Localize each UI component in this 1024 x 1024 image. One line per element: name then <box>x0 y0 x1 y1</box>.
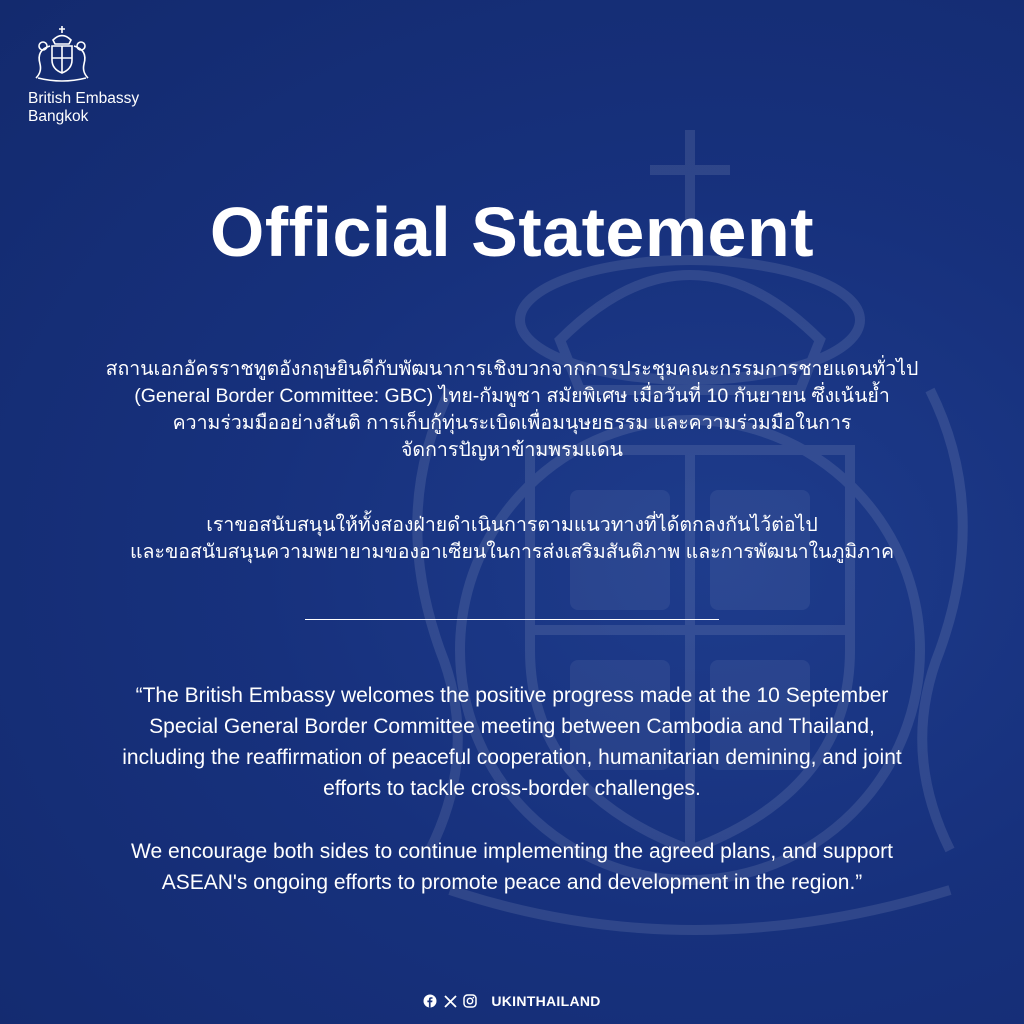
english-line: efforts to tackle cross-border challenges. <box>323 777 701 800</box>
thai-line: เราขอสนับสนุนให้ทั้งสองฝ่ายดำเนินการตามแนวทางที่ได้ตกลงกันไว้ต่อไป <box>206 514 818 536</box>
english-line: We encourage both sides to continue implementing the agreed plans, and support <box>131 840 893 863</box>
english-line: including the reaffirmation of peaceful cooperation, humanitarian demining, and joint <box>122 746 902 769</box>
social-footer <box>0 993 1024 1009</box>
social-handle[interactable]: UKINTHAILAND <box>491 993 601 1009</box>
embassy-name-line2: Bangkok <box>28 108 89 125</box>
thai-line: จัดการปัญหาข้ามพรมแดน <box>401 439 623 461</box>
thai-line: (General Border Committee: GBC) ไทย-กัมพูชา สมัยพิเศษ เมื่อวันที่ 10 กันยายน ซึ่งเน้นย้ำ <box>134 385 890 407</box>
page-title: Official Statement <box>209 193 815 271</box>
facebook-icon[interactable] <box>423 994 437 1008</box>
english-statement-paragraph-1 <box>20 680 1004 804</box>
section-divider <box>305 619 719 620</box>
thai-line: ความร่วมมืออย่างสันติ การเก็บกู้ทุ่นระเบิดเพื่อมนุษยธรรม และความร่วมมือในการ <box>172 412 852 434</box>
english-statement-paragraph-2 <box>20 836 1004 898</box>
royal-coat-of-arms-icon <box>28 24 96 84</box>
english-line: “The British Embassy welcomes the positive progress made at the 10 September <box>135 684 889 707</box>
english-line: Special General Border Committee meeting between Cambodia and Thailand, <box>149 715 875 738</box>
x-icon[interactable] <box>443 994 457 1008</box>
thai-statement-paragraph-2 <box>30 512 994 566</box>
thai-statement-paragraph-1 <box>30 356 994 464</box>
english-line: ASEAN's ongoing efforts to promote peace and development in the region.” <box>161 871 863 894</box>
embassy-logo <box>28 24 168 126</box>
embassy-name-line1: British Embassy <box>28 90 140 107</box>
thai-line: และขอสนับสนุนความพยายามของอาเซียนในการส่งเสริมสันติภาพ และการพัฒนาในภูมิภาค <box>129 541 895 563</box>
thai-line: สถานเอกอัครราชทูตอังกฤษยินดีกับพัฒนาการเชิงบวกจากการประชุมคณะกรรมการชายแดนทั่วไป <box>105 358 919 380</box>
instagram-icon[interactable] <box>463 994 477 1008</box>
